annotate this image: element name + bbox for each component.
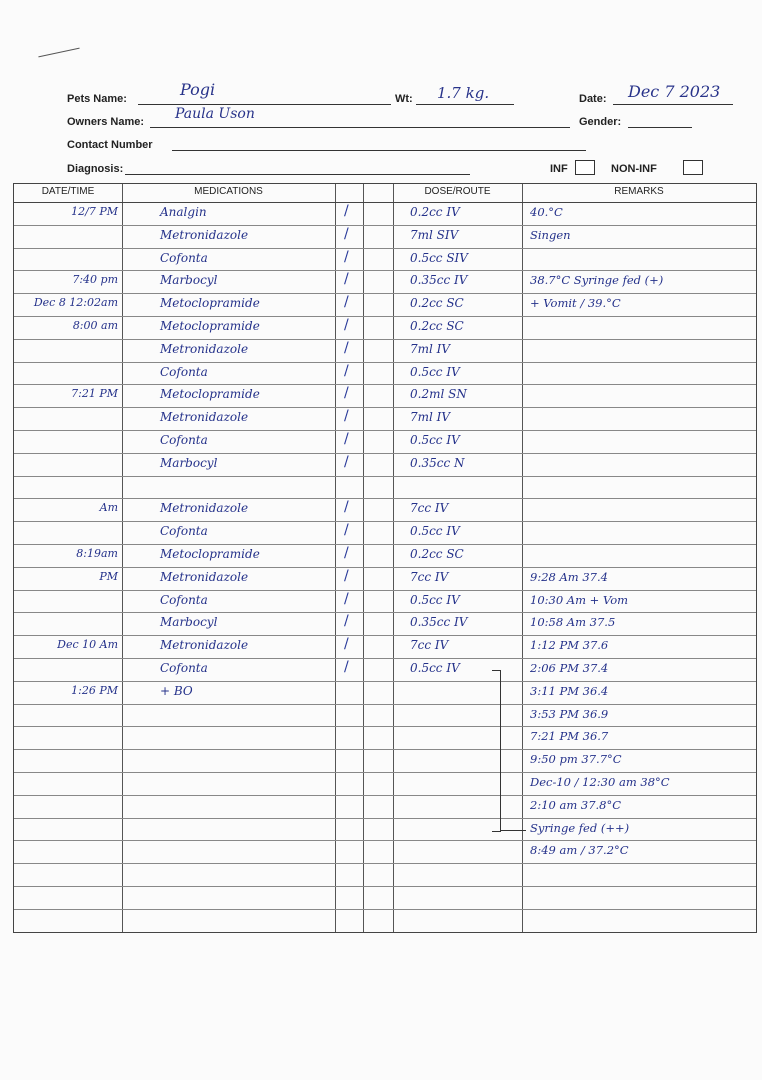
- cell-remark[interactable]: 9:50 pm 37.7°C: [530, 752, 622, 767]
- row-divider: [14, 384, 756, 385]
- col-divider: [522, 184, 523, 932]
- row-divider: [14, 521, 756, 522]
- administered-check[interactable]: /: [344, 294, 349, 311]
- cell-medication[interactable]: Metoclopramide: [160, 387, 260, 402]
- gender-label: Gender:: [579, 116, 622, 128]
- cell-remark[interactable]: 40.°C: [530, 205, 563, 219]
- col-divider: [363, 184, 364, 932]
- administered-check[interactable]: /: [344, 431, 349, 447]
- cell-remark[interactable]: Dec-10 / 12:30 am 38°C: [530, 775, 670, 789]
- date-label: Date:: [579, 93, 607, 105]
- administered-check[interactable]: /: [344, 499, 349, 516]
- administered-check[interactable]: /: [344, 659, 349, 675]
- row-divider: [14, 863, 756, 864]
- row-divider: [14, 681, 756, 682]
- pets-name-line: [138, 104, 391, 105]
- row-divider: [14, 818, 756, 819]
- row-divider: [14, 612, 756, 613]
- cell-medication[interactable]: Metoclopramide: [160, 547, 260, 561]
- cell-remark[interactable]: 7:21 PM 36.7: [530, 729, 609, 744]
- administered-check[interactable]: /: [344, 362, 349, 379]
- cell-dose-route[interactable]: 7ml SIV: [410, 227, 459, 242]
- cell-dose-route[interactable]: 0.2cc SC: [410, 547, 464, 561]
- cell-medication[interactable]: Cofonta: [160, 433, 208, 447]
- cell-remark[interactable]: 2:10 am 37.8°C: [530, 797, 622, 812]
- cell-medication[interactable]: + BO: [160, 683, 193, 698]
- cell-dose-route[interactable]: 7ml IV: [410, 410, 451, 425]
- header-remarks: REMARKS: [614, 186, 664, 197]
- annotation-arrow: [500, 830, 526, 831]
- cell-remark[interactable]: 2:06 PM 37.4: [530, 661, 609, 675]
- cell-medication[interactable]: Cofonta: [160, 250, 208, 265]
- row-divider: [14, 635, 756, 636]
- inf-checkbox[interactable]: [575, 160, 595, 175]
- administered-check[interactable]: /: [344, 225, 349, 242]
- row-divider: [14, 544, 756, 545]
- col-divider: [393, 184, 394, 932]
- cell-dose-route[interactable]: 0.2ml SN: [410, 387, 467, 402]
- cell-medication[interactable]: Marbocyl: [160, 615, 218, 630]
- row-divider: [14, 886, 756, 887]
- header-datetime: DATE/TIME: [41, 186, 95, 197]
- wt-value[interactable]: 1.7 kg.: [437, 84, 490, 102]
- row-divider: [14, 749, 756, 750]
- gender-line[interactable]: [628, 127, 692, 128]
- cell-dose-route[interactable]: 0.5cc IV: [410, 433, 460, 447]
- administered-check[interactable]: /: [344, 636, 349, 653]
- row-divider: [14, 316, 756, 317]
- cell-medication[interactable]: Metronidazole: [160, 638, 249, 653]
- row-divider: [14, 293, 756, 294]
- cell-medication[interactable]: Metronidazole: [160, 341, 249, 356]
- owners-name-label: Owners Name:: [67, 116, 145, 128]
- col-divider: [335, 184, 336, 932]
- administered-check[interactable]: /: [344, 271, 349, 288]
- cell-medication[interactable]: Metronidazole: [160, 410, 249, 425]
- date-value[interactable]: Dec 7 2023: [628, 82, 721, 101]
- row-divider: [14, 704, 756, 705]
- treatment-chart: [13, 183, 757, 933]
- cell-dose-route[interactable]: 7cc IV: [410, 638, 449, 653]
- administered-check[interactable]: /: [344, 590, 349, 607]
- inf-label: INF: [550, 163, 568, 175]
- cell-medication[interactable]: Metronidazole: [160, 569, 249, 584]
- row-divider: [14, 840, 756, 841]
- administered-check[interactable]: /: [344, 317, 349, 333]
- cell-remark[interactable]: Singen: [530, 227, 571, 242]
- cell-dose-route[interactable]: 7ml IV: [410, 341, 451, 356]
- cell-datetime[interactable]: 12/7 PM: [71, 205, 118, 218]
- cell-remark[interactable]: 3:53 PM 36.9: [530, 706, 609, 721]
- cell-medication[interactable]: Cofonta: [160, 592, 208, 607]
- cell-dose-route[interactable]: 0.35cc IV: [410, 273, 468, 288]
- cell-dose-route[interactable]: 0.2cc SC: [410, 296, 464, 311]
- row-divider: [14, 498, 756, 499]
- row-divider: [14, 225, 756, 226]
- diagnosis-line[interactable]: [125, 174, 470, 175]
- cell-medication[interactable]: Metronidazole: [160, 227, 249, 242]
- cell-datetime[interactable]: 8:19am: [76, 547, 118, 560]
- cell-dose-route[interactable]: 0.5cc IV: [410, 524, 460, 539]
- noninf-checkbox[interactable]: [683, 160, 703, 175]
- header-separator: [14, 202, 756, 203]
- row-divider: [14, 248, 756, 249]
- cell-remark[interactable]: 38.7°C Syringe fed (+): [530, 273, 664, 288]
- cell-dose-route[interactable]: 7cc IV: [410, 501, 449, 516]
- administered-check[interactable]: /: [344, 613, 349, 630]
- row-divider: [14, 909, 756, 910]
- cell-medication[interactable]: Cofonta: [160, 661, 208, 675]
- cell-medication[interactable]: Analgin: [160, 205, 207, 219]
- wt-label: Wt:: [395, 93, 413, 105]
- pen-mark: [38, 48, 79, 58]
- row-divider: [14, 795, 756, 796]
- administered-check[interactable]: /: [344, 545, 349, 561]
- row-divider: [14, 658, 756, 659]
- row-divider: [14, 270, 756, 271]
- cell-remark[interactable]: Syringe fed (++): [530, 820, 630, 835]
- owners-name-value[interactable]: Paula Uson: [175, 106, 255, 122]
- cell-remark[interactable]: 10:58 Am 37.5: [530, 615, 616, 630]
- contact-line[interactable]: [172, 150, 586, 151]
- cell-remark[interactable]: 10:30 Am + Vom: [530, 592, 629, 607]
- cell-datetime[interactable]: 7:40 pm: [72, 273, 118, 287]
- cell-dose-route[interactable]: 0.2cc SC: [410, 319, 464, 333]
- owners-name-line: [150, 127, 570, 128]
- cell-dose-route[interactable]: 0.5cc IV: [410, 364, 460, 379]
- cell-remark[interactable]: 9:28 Am 37.4: [530, 569, 608, 584]
- cell-medication[interactable]: Cofonta: [160, 364, 208, 379]
- row-divider: [14, 590, 756, 591]
- cell-medication[interactable]: Marbocyl: [160, 273, 218, 288]
- wt-line: [416, 104, 514, 105]
- cell-datetime[interactable]: 8:00 am: [72, 319, 118, 332]
- col-divider: [122, 184, 123, 932]
- cell-remark[interactable]: 8:49 am / 37.2°C: [530, 843, 629, 858]
- cell-dose-route[interactable]: 0.35cc IV: [410, 615, 468, 630]
- administered-check[interactable]: /: [344, 385, 349, 402]
- date-line: [613, 104, 733, 105]
- cell-medication[interactable]: Metoclopramide: [160, 319, 260, 333]
- cell-medication[interactable]: Marbocyl: [160, 455, 218, 470]
- row-divider: [14, 567, 756, 568]
- administered-check[interactable]: /: [344, 248, 349, 265]
- row-divider: [14, 453, 756, 454]
- pets-name-value[interactable]: Pogi: [180, 80, 216, 99]
- cell-dose-route[interactable]: 7cc IV: [410, 569, 449, 584]
- pets-name-label: Pets Name:: [67, 93, 127, 105]
- cell-dose-route[interactable]: 0.2cc IV: [410, 205, 460, 219]
- administered-check[interactable]: /: [344, 453, 349, 470]
- cell-remark[interactable]: 3:11 PM 36.4: [530, 683, 609, 698]
- cell-datetime[interactable]: 7:21 PM: [71, 387, 118, 401]
- row-divider: [14, 772, 756, 773]
- administered-check[interactable]: /: [344, 522, 349, 539]
- header-medications: MEDICATIONS: [194, 186, 263, 197]
- cell-dose-route[interactable]: 0.5cc IV: [410, 592, 460, 607]
- cell-medication[interactable]: Metronidazole: [160, 501, 249, 516]
- noninf-label: NON-INF: [611, 163, 657, 175]
- cell-dose-route[interactable]: 0.5cc IV: [410, 661, 460, 675]
- administered-check[interactable]: /: [344, 408, 349, 425]
- row-divider: [14, 362, 756, 363]
- contact-label: Contact Number: [67, 139, 153, 151]
- header-dose-route: DOSE/ROUTE: [424, 186, 491, 197]
- cell-remark[interactable]: 1:12 PM 37.6: [530, 638, 609, 653]
- annotation-bracket: [492, 670, 501, 832]
- cell-datetime[interactable]: Am: [99, 501, 118, 515]
- administered-check[interactable]: /: [344, 339, 349, 356]
- cell-datetime[interactable]: 1:26 PM: [71, 683, 118, 697]
- diagnosis-label: Diagnosis:: [67, 163, 124, 175]
- cell-datetime[interactable]: Dec 8 12:02am: [33, 296, 118, 310]
- cell-medication[interactable]: Cofonta: [160, 524, 208, 539]
- row-divider: [14, 430, 756, 431]
- cell-remark[interactable]: + Vomit / 39.°C: [530, 296, 621, 311]
- cell-datetime[interactable]: Dec 10 Am: [57, 638, 118, 652]
- row-divider: [14, 476, 756, 477]
- row-divider: [14, 407, 756, 408]
- administered-check[interactable]: /: [344, 203, 349, 219]
- cell-datetime[interactable]: PM: [99, 569, 118, 583]
- row-divider: [14, 339, 756, 340]
- cell-dose-route[interactable]: 0.5cc SIV: [410, 250, 468, 265]
- cell-medication[interactable]: Metoclopramide: [160, 296, 260, 311]
- cell-dose-route[interactable]: 0.35cc N: [410, 455, 465, 470]
- row-divider: [14, 726, 756, 727]
- administered-check[interactable]: /: [344, 567, 349, 584]
